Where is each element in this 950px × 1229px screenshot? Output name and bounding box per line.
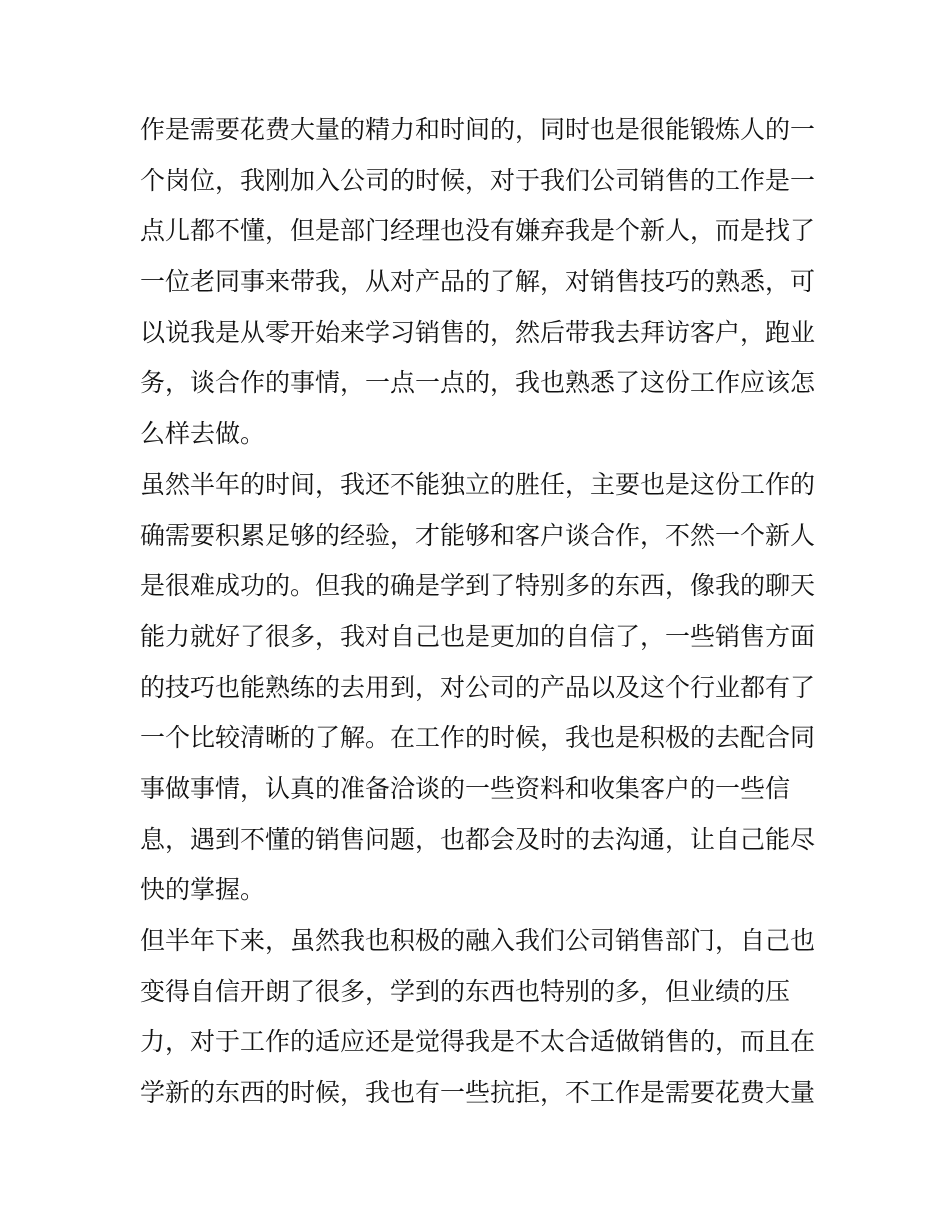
text-line: 力，对于工作的适应还是觉得我是不太合适做销售的，而且在 bbox=[140, 1027, 816, 1057]
body-text bbox=[140, 105, 830, 1119]
text-line: 一位老同事来带我，从对产品的了解，对销售技巧的熟悉，可 bbox=[140, 267, 816, 297]
text-line: 事做事情，认真的准备洽谈的一些资料和收集客户的一些信 bbox=[140, 773, 791, 803]
text-line: 快的掌握。 bbox=[140, 875, 266, 905]
text-line: 一个比较清晰的了解。在工作的时候，我也是积极的去配合同 bbox=[140, 723, 816, 753]
text-line: 以说我是从零开始来学习销售的，然后带我去拜访客户，跑业 bbox=[140, 317, 816, 347]
text-line: 息，遇到不懂的销售问题，也都会及时的去沟通，让自己能尽 bbox=[140, 824, 816, 854]
text-line: 学新的东西的时候，我也有一些抗拒，不工作是需要花费大量 bbox=[140, 1078, 816, 1108]
text-line: 个岗位，我刚加入公司的时候，对于我们公司销售的工作是一 bbox=[140, 165, 816, 195]
text-line: 作是需要花费大量的精力和时间的，同时也是很能锻炼人的一 bbox=[140, 115, 816, 144]
text-line: 的技巧也能熟练的去用到，对公司的产品以及这个行业都有了 bbox=[140, 672, 816, 702]
text-line: 么样去做。 bbox=[140, 419, 266, 449]
text-line: 点儿都不懂，但是部门经理也没有嫌弃我是个新人，而是找了 bbox=[140, 216, 816, 246]
text-line: 能力就好了很多，我对自己也是更加的自信了，一些销售方面 bbox=[140, 621, 816, 651]
text-line: 是很难成功的。但我的确是学到了特别多的东西，像我的聊天 bbox=[140, 571, 816, 601]
text-line: 但半年下来，虽然我也积极的融入我们公司销售部门，自己也 bbox=[140, 926, 816, 955]
text-line: 变得自信开朗了很多，学到的东西也特别的多，但业绩的压 bbox=[140, 976, 791, 1006]
text-line: 务，谈合作的事情，一点一点的，我也熟悉了这份工作应该怎 bbox=[140, 368, 816, 398]
text-line: 确需要积累足够的经验，才能够和客户谈合作，不然一个新人 bbox=[140, 520, 816, 550]
text-line: 虽然半年的时间，我还不能独立的胜任，主要也是这份工作的 bbox=[140, 469, 816, 499]
